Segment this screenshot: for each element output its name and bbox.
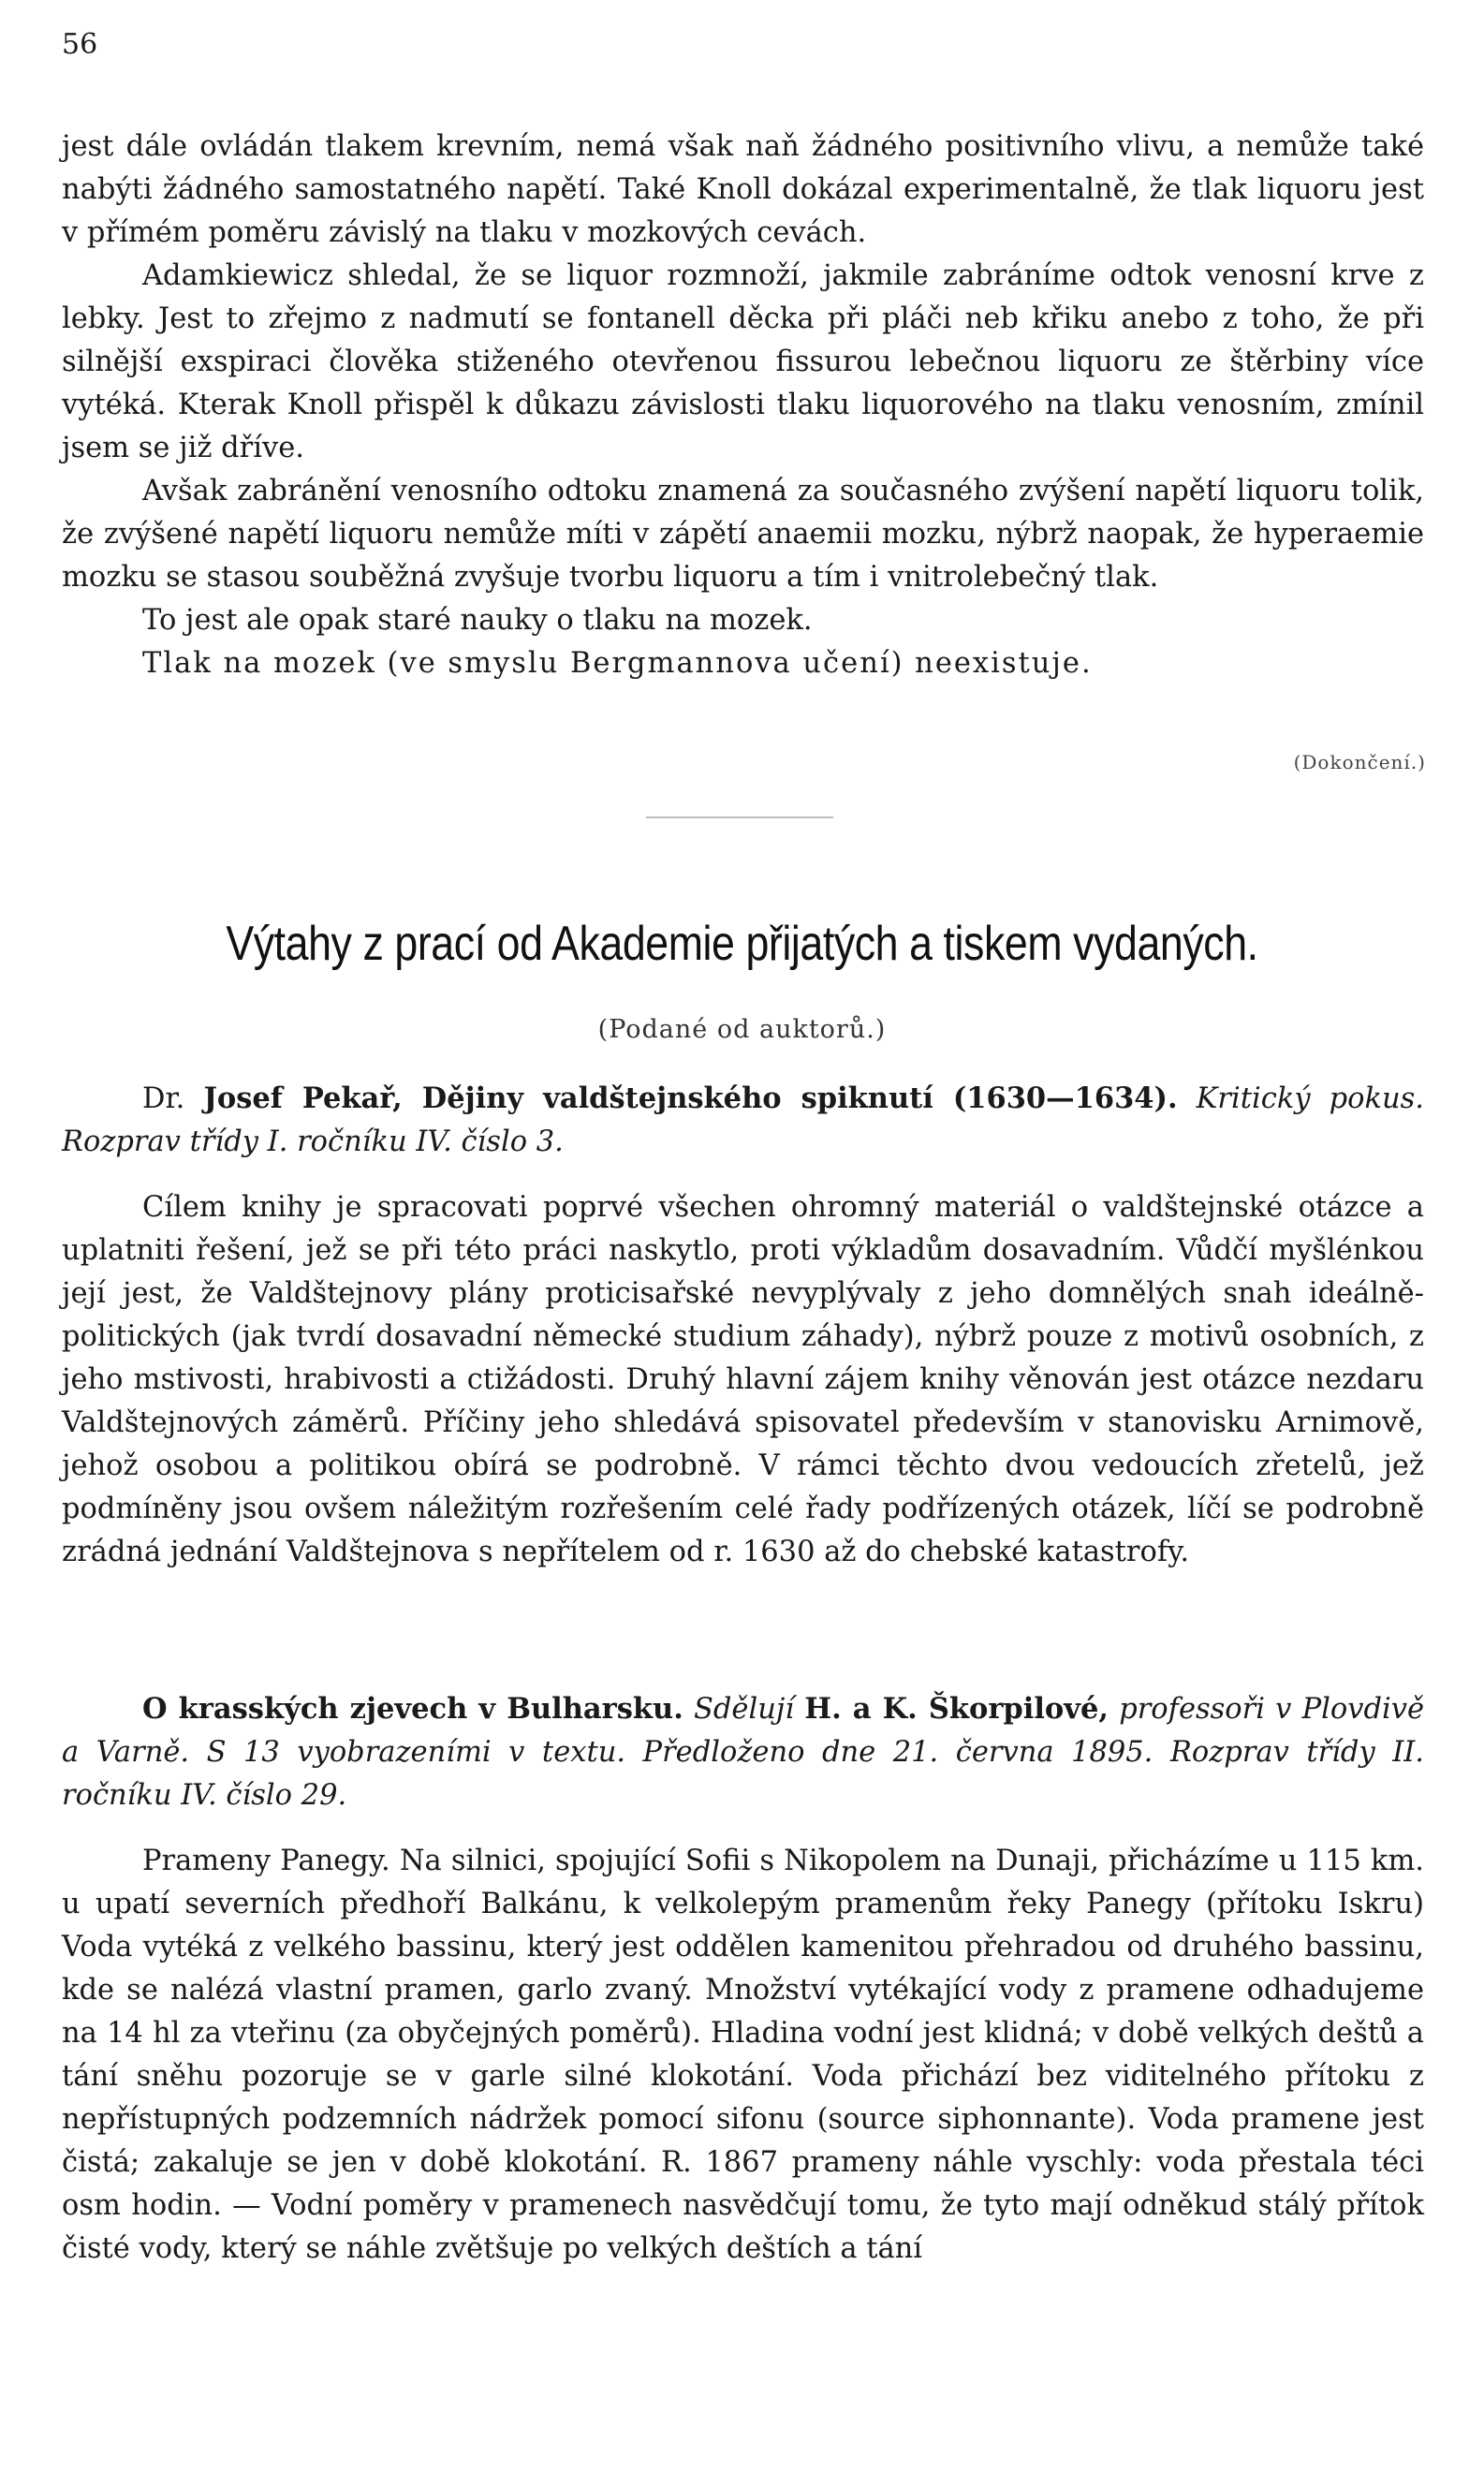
entry-body: Cílem knihy je spracovati poprvé všechen ohromný materiál o valdštejnské otázce a uplatniti řešení, jež se při této práci naskytlo, proti výkladům dosavadním. Vůdčí myšlénkou její jest, že Valdštejnovy plány proticisařské nevyplývaly z jeho domnělých snah ideálně-politických (jak tvrdí dosavadní německé studium záhady), nýbrž pouze z motivů osobních, z jeho mstivosti, hrabivosti a ctižádosti. Druhý hlavní zájem knihy věnován jest otázce nezdaru Valdštejnových záměrů. Příčiny jeho shledává spisovatel především v stanovisku Arnimově, jehož osobou a politikou obírá se podrobně. V rámci těchto dvou vedoucích zřetelů, jež podmíněny jsou ovšem náležitým rozřešením celé řady podřízených otázek, líčí se podrobně zrádná jednání Valdštejnova s nepřítelem od r. 1630 až do chebské katastrofy. [62,1191,1424,1568]
entry-authors: H. a K. Škorpilové, [804,1692,1109,1726]
paragraph-2: Adamkiewicz shledal, že se liquor rozmnoží, jakmile zabráníme odtok venosní krve z lebky. Jest to zřejmo z nadmutí se fontanell děcka při pláči neb křiku anebo z toho, že při silnější exspiraci člověka stiženého otevřenou fissurou lebečnou liquoru ze štěrbiny více vytéká. Kterak Knoll přispěl k důkazu závislosti tlaku liquorového na tlaku venosním, zmínil jsem se již dříve. [62,259,1424,464]
abstract-entry-skorpil [62,1687,1424,2271]
entry-sdeluji: Sdělují [694,1693,795,1726]
entry-title: O krasských zjevech v Bulharsku. [142,1692,683,1726]
section-subtitle: (Podané od auktorů.) [597,1015,887,1044]
section-title: Výtahy z prací od Akademie přijatých a tiskem vydaných. [226,917,1258,971]
section-divider [646,816,833,818]
paragraph-4: To jest ale opak staré nauky o tlaku na mozek. [142,604,813,637]
paragraph-3: Avšak zabránění venosního odtoku znamená za současného zvýšení napětí liquoru tolik, že zvýšené napětí liquoru nemůže míti v zápětí anaemii mozku, nýbrž naopak, že hyperaemie mozku se stasou souběžná zvyšuje tvorbu liquoru a tím i vnitrolebečný tlak. [62,475,1424,594]
paragraph-5: Tlak na mozek (ve smyslu Bergmannova učení) neexistuje. [142,647,1093,680]
article-continuation [62,125,1424,685]
abstract-entry-pekar [62,1077,1424,1574]
entry-heading [62,1687,1424,1817]
page-number: 56 [62,28,98,61]
entry-heading [62,1077,1424,1164]
entry-details: Kritický pokus. Rozprav třídy I. ročníku IV. číslo 3. [62,1082,1424,1158]
entry-body: Prameny Panegy. Na silnici, spojující Sofii s Nikopolem na Dunaji, přicházíme u 115 km. u upatí severních předhoří Balkánu, k velkolepým pramenům řeky Panegy (přítoku Iskru) Voda vytéká z velkého bassinu, který jest oddělen kamenitou přehradou od druhého bassinu, kde se nalézá vlastní pramen, garlo zvaný. Množství vytékající vody z pramene odhadujeme na 14 hl za vteřinu (za obyčejných poměrů). Hladina vodní jest klidná; v době velkých deštů a tání sněhu pozoruje se v garle silné klokotání. Voda přichází bez viditelného přítoku z nepřístupných podzemních nádržek pomocí sifonu (source siphonnante). Voda pramene jest čistá; zakaluje se jen v době klokotání. R. 1867 prameny náhle vyschly: voda přestala téci osm hodin. — Vodní poměry v pramenech nasvědčují tomu, že tyto mají odněkud stálý přítok čisté vody, který se náhle zvětšuje po velkých deštích a tání [62,1845,1424,2265]
entry-details: professoři v Plovdivě a Varně. S 13 vyobrazeními v textu. Předloženo dne 21. června 1895. Rozprav třídy II. ročníku IV. číslo 29. [62,1693,1425,1812]
paragraph-1: jest dále ovládán tlakem krevním, nemá však naň žádného positivního vlivu, a nemůže také nabýti žádného samostatného napětí. Také Knoll dokázal experimentalně, že tlak liquoru jest v přímém poměru závislý na tlaku v mozkových cevách. [62,130,1424,249]
entry-title: Josef Pekař, Dějiny valdštejnského spiknutí (1630—1634). [203,1081,1178,1115]
to-be-continued-note: (Dokončení.) [1293,751,1426,773]
entry-prefix: Dr. [142,1082,204,1115]
